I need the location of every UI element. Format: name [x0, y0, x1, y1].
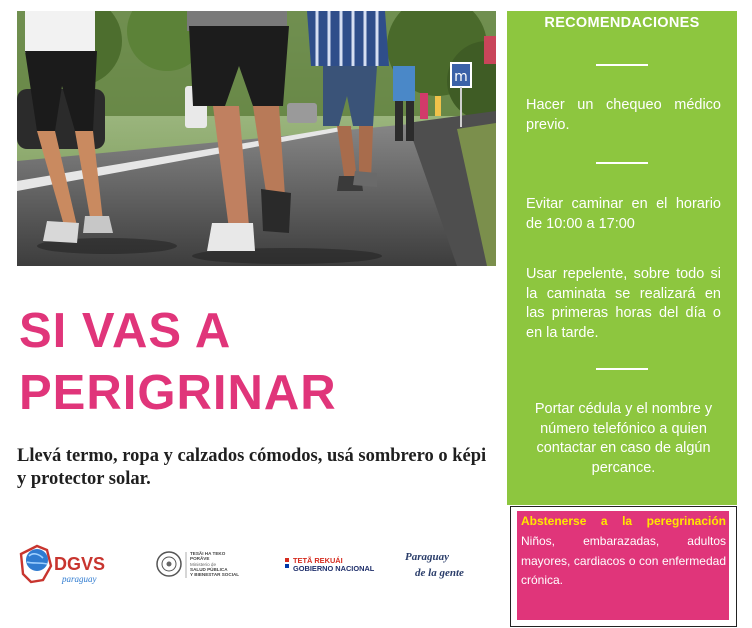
road-sign-text: m: [454, 69, 468, 85]
headline-line-2: PERIGRINAR: [19, 366, 337, 420]
warning-body: Niños, embarazadas, adultos mayores, cardiacos o con enfermedad crónica.: [521, 534, 726, 587]
recommendations-title: RECOMENDACIONES: [544, 15, 700, 31]
main-headline: [19, 300, 337, 424]
recommendations-panel: [507, 11, 737, 505]
recommendation-item-3: Usar repelente, sobre todo si la caminata se realizará en las primeras horas del día o en la tarde.: [526, 266, 721, 341]
recommendation-item-2: Evitar caminar en el horario de 10:00 a 17:00: [526, 196, 721, 232]
paraguay-line-1: Paraguay: [405, 551, 449, 563]
ministry-line-1: TESÃI HA TEKO: [190, 551, 226, 556]
advice-subtext: Llevá termo, ropa y calzados cómodos, usá sombrero o képi y protector solar.: [17, 446, 487, 489]
dgvs-logo-name: DGVS: [54, 554, 106, 574]
warning-title: Abstenerse a la peregrinación: [521, 514, 726, 528]
gobierno-line-1: TETÃ REKUÁI: [293, 556, 343, 565]
warning-box: [510, 506, 737, 627]
logo-strip: [17, 540, 487, 590]
dgvs-logo-tagline: paraguay: [62, 574, 97, 584]
gobierno-nacional-logo: [281, 540, 381, 590]
ministry-line-5: Y BIENESTAR SOCIAL: [190, 572, 240, 577]
ministry-logo-mark: [155, 540, 247, 590]
ministry-line-4: SALUD PÚBLICA: [190, 567, 228, 572]
paraguay-de-la-gente-logo: [401, 540, 471, 590]
dgvs-logo-mark: [17, 540, 117, 590]
gobierno-nacional-mark: [281, 540, 381, 590]
separator-line: [596, 64, 648, 66]
warning-panel: [517, 511, 729, 620]
paraguay-de-la-gente-mark: [401, 540, 471, 590]
recommendation-item-4: Portar cédula y el nombre y número telefónico a quien contactar en caso de algún percance.: [534, 401, 713, 476]
gobierno-line-2: GOBIERNO NACIONAL: [293, 564, 375, 573]
dgvs-logo: [17, 540, 117, 590]
hero-photo-walkers: [17, 11, 496, 266]
paraguay-line-2: de la gente: [415, 567, 464, 579]
ministry-line-2: PORÃVE: [190, 556, 210, 561]
headline-line-1: SI VAS A: [19, 304, 232, 358]
ministry-line-3: Ministerio de: [190, 562, 217, 567]
ministry-logo: [155, 540, 247, 590]
walkers-on-road-illustration: [17, 11, 496, 266]
separator-line: [596, 368, 648, 370]
recommendation-item-1: Hacer un chequeo médico previo.: [526, 97, 721, 133]
separator-line: [596, 162, 648, 164]
